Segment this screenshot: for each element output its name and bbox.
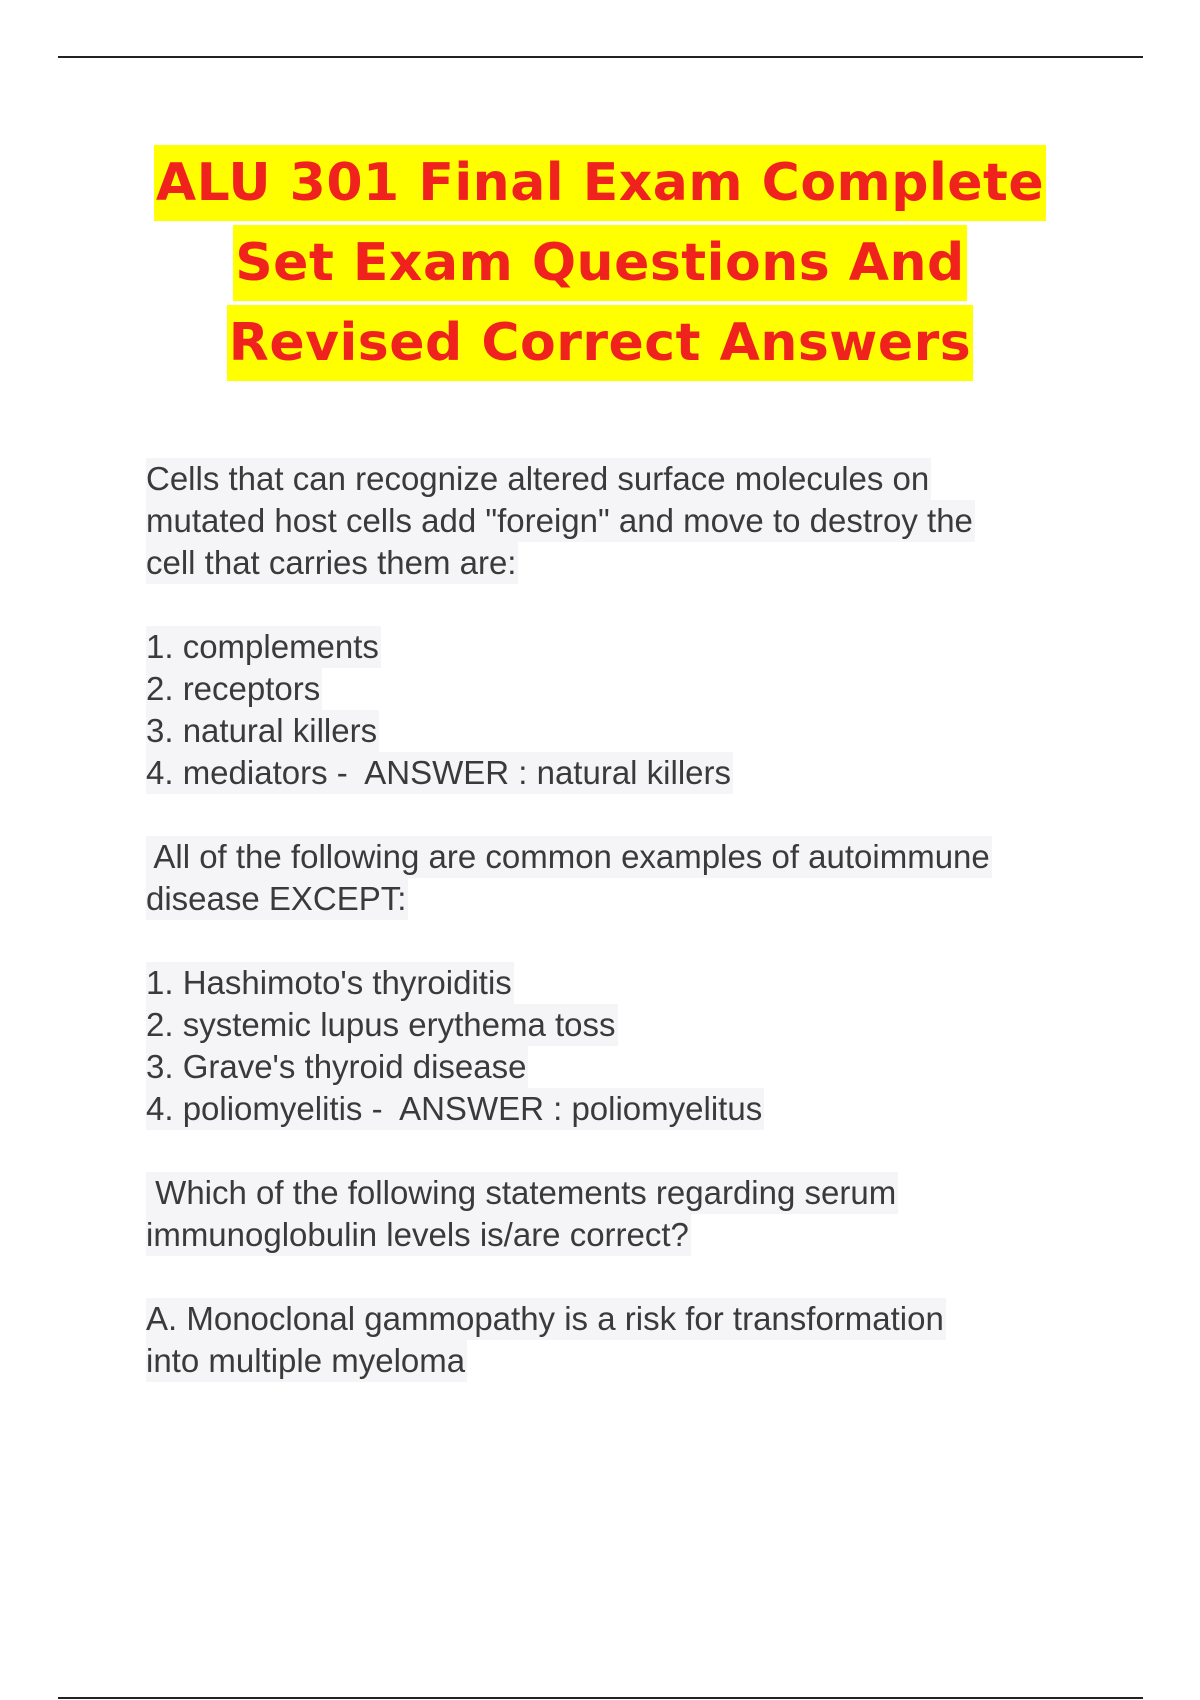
prompt-line: mutated host cells add "foreign" and move to destroy the	[146, 500, 975, 542]
option-line: 3. Grave's thyroid disease	[146, 1046, 528, 1088]
option-line: 1. complements	[146, 626, 381, 668]
prompt-line: Cells that can recognize altered surface molecules on	[146, 458, 931, 500]
bottom-rule	[58, 1697, 1143, 1699]
title-line: Set Exam Questions And	[233, 225, 967, 301]
document-title	[0, 145, 1200, 385]
top-rule	[58, 56, 1143, 58]
option-line: 1. Hashimoto's thyroiditis	[146, 962, 514, 1004]
answer-line: 4. poliomyelitis - ANSWER : poliomyelitus	[146, 1088, 764, 1130]
question-2	[146, 836, 1086, 1130]
option-line: 2. systemic lupus erythema toss	[146, 1004, 618, 1046]
question-options	[146, 626, 1086, 794]
title-line: Revised Correct Answers	[227, 305, 973, 381]
option-line: 3. natural killers	[146, 710, 379, 752]
question-prompt	[146, 1172, 1086, 1256]
question-prompt	[146, 836, 1086, 920]
question-prompt	[146, 458, 1086, 584]
question-3	[146, 1172, 1086, 1382]
document-body	[146, 458, 1086, 1382]
option-line: into multiple myeloma	[146, 1340, 467, 1382]
option-line: 2. receptors	[146, 668, 322, 710]
question-1	[146, 458, 1086, 794]
prompt-line: All of the following are common examples of autoimmune	[146, 836, 992, 878]
answer-line: 4. mediators - ANSWER : natural killers	[146, 752, 733, 794]
prompt-line: cell that carries them are:	[146, 542, 518, 584]
prompt-line: disease EXCEPT:	[146, 878, 408, 920]
question-options	[146, 962, 1086, 1130]
title-line: ALU 301 Final Exam Complete	[154, 145, 1046, 221]
prompt-line: Which of the following statements regarding serum	[146, 1172, 898, 1214]
option-line: A. Monoclonal gammopathy is a risk for transformation	[146, 1298, 946, 1340]
prompt-line: immunoglobulin levels is/are correct?	[146, 1214, 691, 1256]
question-options	[146, 1298, 1086, 1382]
